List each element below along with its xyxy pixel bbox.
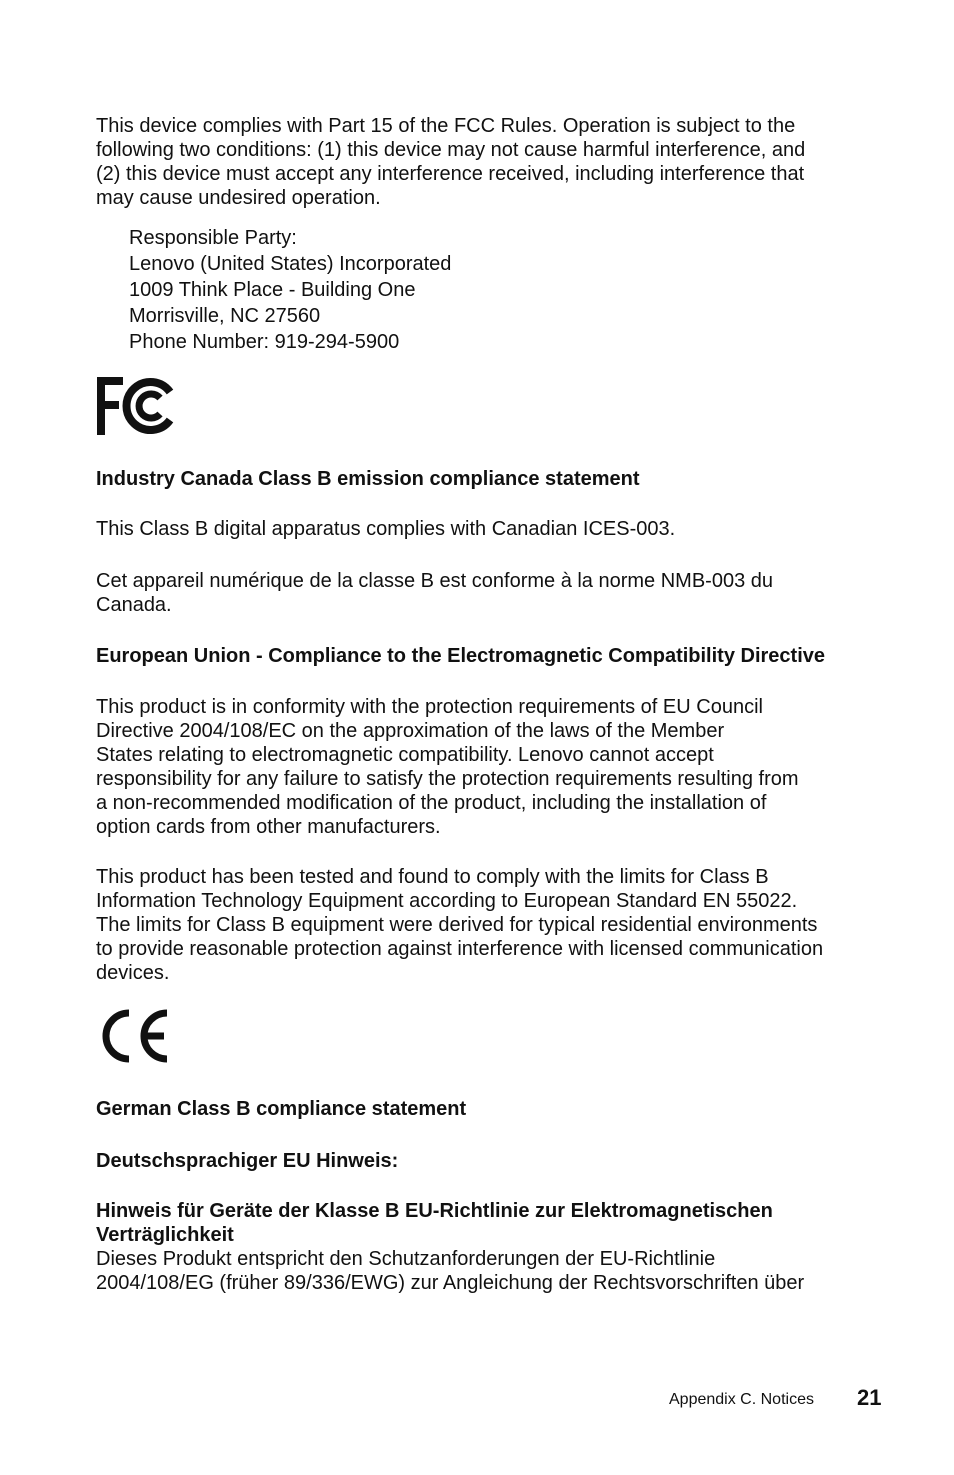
fcc-statement-line: following two conditions: (1) this device may not cause harmful interference, and [96,139,806,161]
eu-paragraph-line: Directive 2004/108/EC on the approximation of the laws of the Member [96,720,725,742]
industry-canada-heading: Industry Canada Class B emission compliance statement [96,468,640,490]
german-notice-body-line: Dieses Produkt entspricht den Schutzanforderungen der EU-Richtlinie [96,1248,716,1270]
fcc-statement-line: This device complies with Part 15 of the FCC Rules. Operation is subject to the [96,115,796,137]
ce-mark-logo [96,1006,174,1066]
industry-canada-french [96,569,896,617]
page-number: 21 [857,1385,882,1410]
german-heading: German Class B compliance statement [96,1098,467,1120]
fcc-statement-line: may cause undesired operation. [96,187,381,209]
eu-paragraph-line: The limits for Class B equipment were derived for typical residential environments [96,914,818,936]
eu-paragraph-line: to provide reasonable protection against interference with licensed communication [96,938,824,960]
industry-canada-english: This Class B digital apparatus complies with Canadian ICES-003. [96,518,676,540]
responsible-party-label: Responsible Party: [129,227,297,249]
german-notice-heading-line: Verträglichkeit [96,1224,234,1246]
eu-testing-paragraph [96,865,896,985]
city-state-zip: Morrisville, NC 27560 [129,305,321,327]
eu-paragraph-line: Information Technology Equipment according to European Standard EN 55022. [96,890,798,912]
german-notice-heading-line: Hinweis für Geräte der Klasse B EU-Richtlinie zur Elektromagnetischen [96,1200,773,1222]
french-statement-line: Canada. [96,594,172,616]
german-subheading: Deutschsprachiger EU Hinweis: [96,1150,399,1172]
company-name: Lenovo (United States) Incorporated [129,253,452,275]
fcc-statement-line: (2) this device must accept any interference received, including interference that [96,163,805,185]
eu-paragraph-line: responsibility for any failure to satisfy the protection requirements resulting from [96,768,799,790]
eu-paragraph-line: a non-recommended modification of the product, including the installation of [96,792,767,814]
phone-number: Phone Number: 919-294-5900 [129,331,400,353]
german-notice [96,1199,896,1295]
eu-conformity-paragraph [96,695,896,839]
eu-paragraph-line: This product is in conformity with the protection requirements of EU Council [96,696,763,718]
french-statement-line: Cet appareil numérique de la classe B est conforme à la norme NMB-003 du [96,570,774,592]
street-address: 1009 Think Place - Building One [129,279,416,301]
eu-paragraph-line: devices. [96,962,170,984]
fcc-statement [96,114,896,210]
german-notice-body-line: 2004/108/EG (früher 89/336/EWG) zur Angleichung der Rechtsvorschriften über [96,1272,805,1294]
footer-section-label: Appendix C. Notices [669,1391,814,1408]
eu-paragraph-line: This product has been tested and found to comply with the limits for Class B [96,866,769,888]
responsible-party [129,225,929,355]
eu-heading: European Union - Compliance to the Electromagnetic Compatibility Directive [96,645,826,667]
eu-paragraph-line: option cards from other manufacturers. [96,816,441,838]
fcc-logo [96,376,180,436]
eu-paragraph-line: States relating to electromagnetic compatibility. Lenovo cannot accept [96,744,714,766]
